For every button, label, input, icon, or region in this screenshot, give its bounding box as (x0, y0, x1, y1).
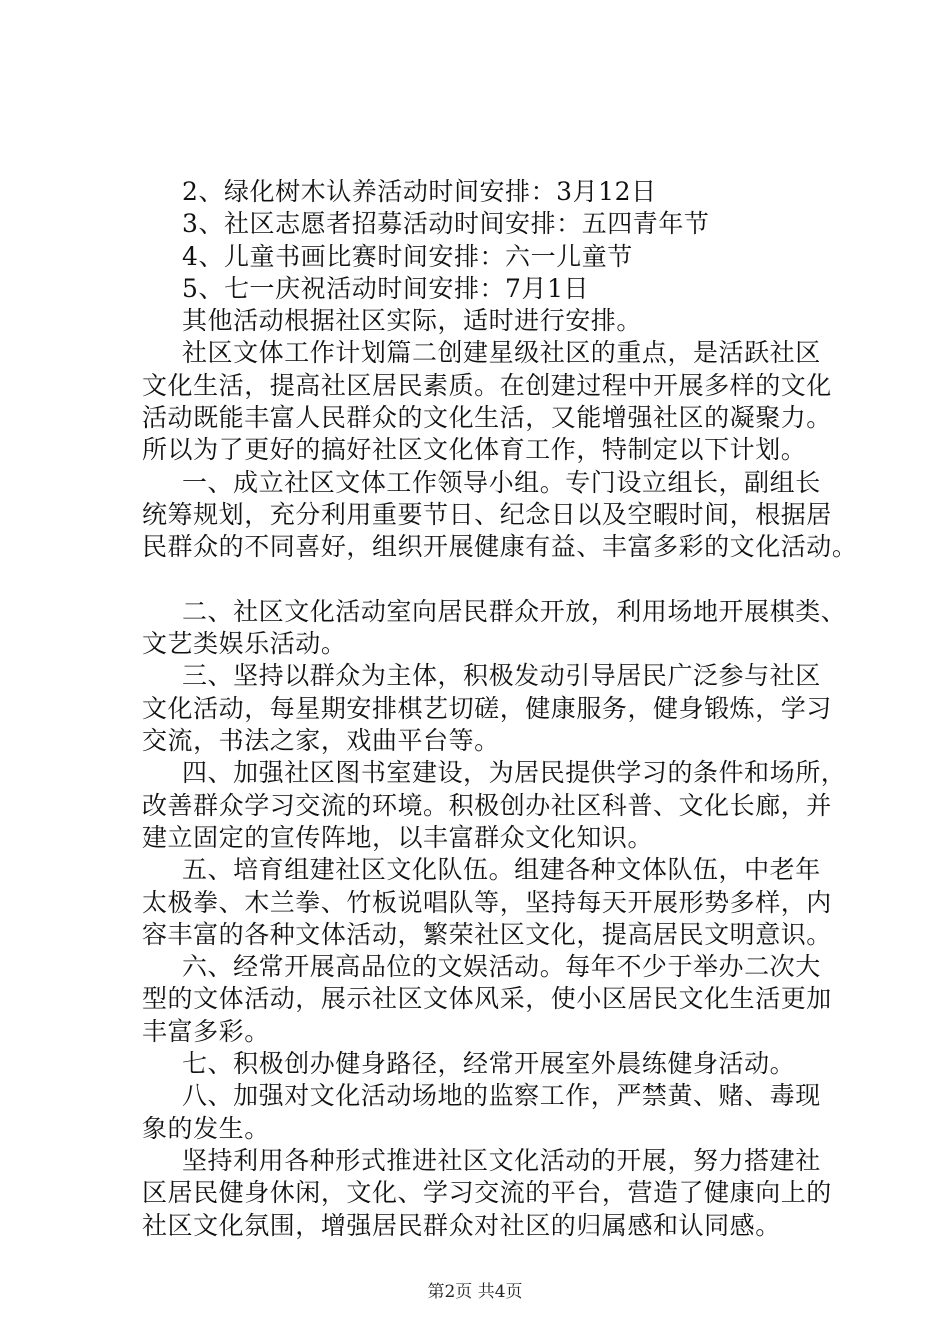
text-line: 3、社区志愿者招募活动时间安排：五四青年节 (182, 209, 710, 239)
text-line: 2、绿化树木认养活动时间安排：3月12日 (182, 177, 657, 206)
text-line: 容丰富的各种文体活动，繁荣社区文化，提高居民文明意识。 (142, 919, 832, 949)
text-line: 七、积极创办健身路径，经常开展室外晨练健身活动。 (182, 1049, 796, 1079)
text-line: 文艺类娱乐活动。 (142, 629, 347, 659)
text-line: 太极拳、木兰拳、竹板说唱队等，坚持每天开展形势多样，内 (142, 887, 832, 917)
text-line: 二、社区文化活动室向居民群众开放，利用场地开展棋类、 (182, 596, 847, 626)
text-line: 社区文体工作计划篇二创建星级社区的重点，是活跃社区 (182, 338, 821, 368)
page-footer: 第2页 共4页 (427, 1282, 523, 1302)
text-line: 民群众的不同喜好，组织开展健康有益、丰富多彩的文化活动。 (142, 532, 858, 562)
text-line: 四、加强社区图书室建设，为居民提供学习的条件和场所， (182, 758, 847, 788)
document-body (142, 176, 858, 1242)
text-line: 八、加强对文化活动场地的监察工作，严禁黄、赌、毒现 (182, 1081, 821, 1111)
text-line: 五、培育组建社区文化队伍。组建各种文体队伍，中老年 (182, 855, 821, 885)
text-line: 丰富多彩。 (142, 1016, 270, 1046)
text-line: 所以为了更好的搞好社区文化体育工作，特制定以下计划。 (142, 435, 807, 465)
text-line: 型的文体活动，展示社区文体风采，使小区居民文化生活更加 (142, 984, 832, 1014)
text-line: 区居民健身休闲，文化、学习交流的平台，营造了健康向上的 (142, 1178, 832, 1208)
text-line: 统筹规划，充分利用重要节日、纪念日以及空暇时间，根据居 (142, 499, 832, 529)
text-line: 其他活动根据社区实际，适时进行安排。 (182, 306, 642, 336)
text-line: 六、经常开展高品位的文娱活动。每年不少于举办二次大 (182, 952, 821, 982)
text-line: 坚持利用各种形式推进社区文化活动的开展，努力搭建社 (182, 1145, 821, 1175)
text-line: 一、成立社区文体工作领导小组。专门设立组长，副组长 (182, 467, 821, 497)
text-line: 建立固定的宣传阵地，以丰富群众文化知识。 (142, 822, 654, 852)
text-line: 社区文化氛围，增强居民群众对社区的归属感和认同感。 (142, 1210, 781, 1240)
text-line: 活动既能丰富人民群众的文化生活，又能增强社区的凝聚力。 (142, 403, 832, 433)
text-line: 改善群众学习交流的环境。积极创办社区科普、文化长廊，并 (142, 790, 832, 820)
text-line: 4、儿童书画比赛时间安排：六一儿童节 (182, 241, 633, 271)
text-line: 文化生活，提高社区居民素质。在创建过程中开展多样的文化 (142, 370, 832, 400)
blank-line (142, 564, 842, 596)
text-line: 文化活动，每星期安排棋艺切磋，健康服务，健身锻炼，学习 (142, 693, 832, 723)
text-line: 象的发生。 (142, 1113, 270, 1143)
text-line: 5、七一庆祝活动时间安排：7月1日 (182, 273, 590, 303)
text-line: 三、坚持以群众为主体，积极发动引导居民广泛参与社区 (182, 661, 821, 691)
text-line: 交流，书法之家，戏曲平台等。 (142, 726, 500, 756)
